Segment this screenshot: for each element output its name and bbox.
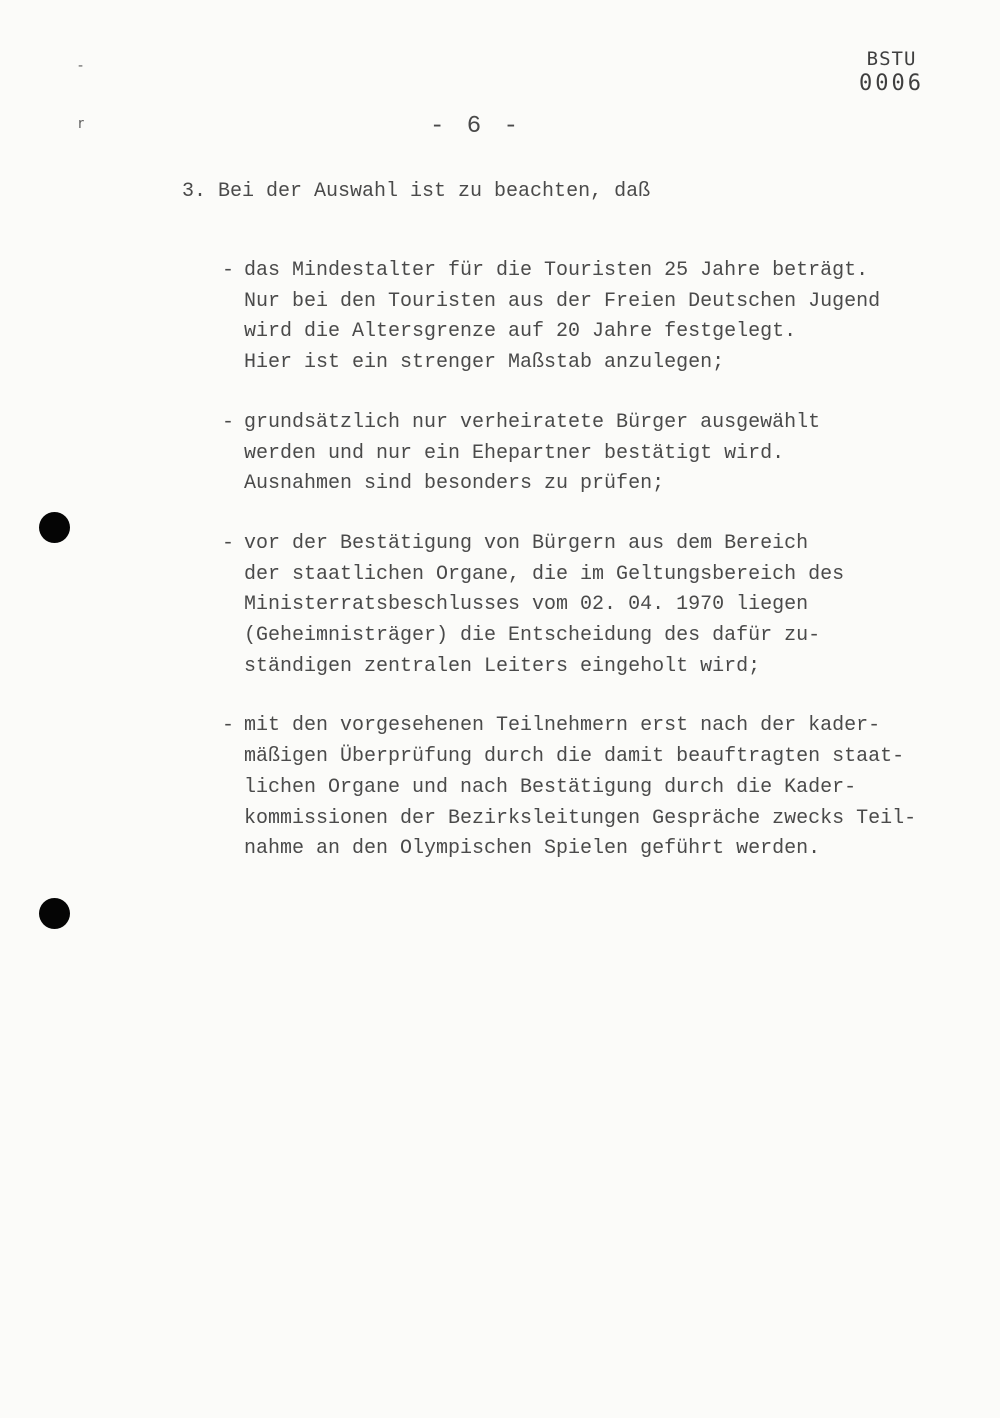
list-dash: - xyxy=(222,259,235,282)
list-item-text: grundsätzlich nur verheiratete Bürger ausgewählt werden und nur ein Ehepartner bestätigt wird. Ausnahmen sind besonders zu prüfen; xyxy=(244,410,821,496)
page-number: - 6 - xyxy=(429,113,522,140)
list-dash: - xyxy=(222,531,235,555)
requirements-list xyxy=(222,256,952,894)
margin-mark: - xyxy=(78,58,84,74)
punch-hole xyxy=(39,898,70,929)
list-item xyxy=(222,256,952,379)
list-dash: - xyxy=(222,714,235,738)
list-item xyxy=(222,711,952,865)
margin-mark: r xyxy=(78,116,84,132)
section-intro: 3. Bei der Auswahl ist zu beachten, daß xyxy=(182,180,651,203)
list-item-text: vor der Bestätigung von Bürgern aus dem Bereich der staatlichen Organe, die im Geltungsbereich des Ministerratsbeschlusses vom 02. 04. 1970 liegen (Geheimnisträger) die Entscheidung des dafür zu- ständigen zentralen Leiters eingeholt wird; xyxy=(244,531,845,678)
list-item-text: mit den vorgesehenen Teilnehmern erst nach der kader- mäßigen Überprüfung durch die damit beauftragten staat- lichen Organe und nach Bestätigung durch die Kader- kommissionen der Bezirksleitungen Gespräche zwecks Teil- nahme an den Olympischen Spielen geführt werden. xyxy=(244,714,917,861)
stamp-number: 0006 xyxy=(859,71,924,96)
list-dash: - xyxy=(222,410,235,434)
punch-hole xyxy=(39,512,70,543)
stamp-label: BSTU xyxy=(866,48,917,70)
archive-stamp xyxy=(859,50,924,95)
list-item xyxy=(222,408,952,500)
list-item xyxy=(222,529,952,683)
list-item-text: das Mindestalter für die Touristen 25 Jahre beträgt. Nur bei den Touristen aus der Freien Deutschen Jugend wird die Altersgrenze auf 20 Jahre festgelegt. Hier ist ein strenger Maßstab anzulegen; xyxy=(244,259,881,375)
